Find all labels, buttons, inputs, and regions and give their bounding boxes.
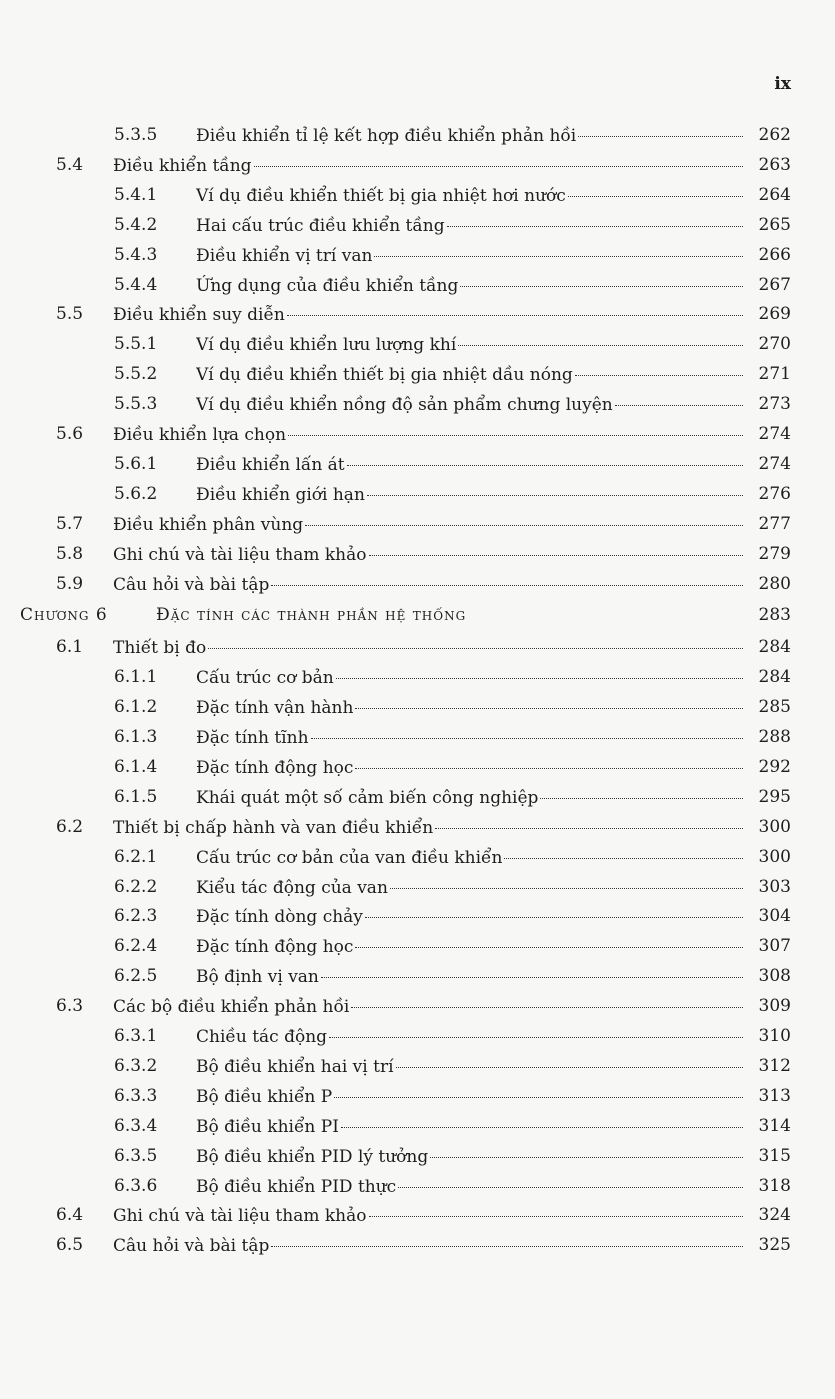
toc-entry-title: Đặc tính tĩnh xyxy=(196,728,309,748)
dot-leader xyxy=(341,1111,743,1128)
toc-entry-title: Đặc tính động học xyxy=(196,757,354,778)
toc-entry-number: 6.1 xyxy=(56,637,84,658)
toc-subsection-entry[interactable] xyxy=(0,872,835,902)
dot-leader xyxy=(287,299,743,316)
toc-subsection-entry[interactable] xyxy=(0,692,835,722)
toc-entry-number: 6.1.2 xyxy=(114,697,158,718)
toc-section-entry[interactable] xyxy=(0,1200,835,1230)
toc-entry-page: 280 xyxy=(758,573,791,594)
toc-entry-page: 295 xyxy=(758,786,791,807)
toc-subsection-entry[interactable] xyxy=(0,120,835,150)
toc-section-entry[interactable] xyxy=(0,539,835,569)
toc-entry-number: 6.5 xyxy=(56,1235,84,1256)
toc-section-entry[interactable] xyxy=(0,150,835,180)
dot-leader xyxy=(271,569,743,586)
toc-chapter-entry[interactable] xyxy=(0,600,835,630)
toc-subsection-entry[interactable] xyxy=(0,180,835,210)
toc-entry-page: 277 xyxy=(758,513,791,534)
toc-subsection-entry[interactable] xyxy=(0,449,835,479)
toc-section-entry[interactable] xyxy=(0,569,835,599)
dot-leader xyxy=(396,1051,743,1068)
dot-leader xyxy=(568,180,743,197)
toc-entry-title: Ứng dụng của điều khiển tầng xyxy=(196,275,459,296)
dot-leader xyxy=(367,479,743,496)
toc-entry-page: 309 xyxy=(758,996,791,1017)
toc-entry-page: 304 xyxy=(758,906,791,927)
toc-entry-title: Đặc tính dòng chảy xyxy=(196,907,363,928)
dot-leader xyxy=(336,662,743,679)
toc-entry-title: Cấu trúc cơ bản của van điều khiển xyxy=(196,847,503,868)
toc-subsection-entry[interactable] xyxy=(0,479,835,509)
toc-entry-number: 6.3.6 xyxy=(114,1175,158,1196)
toc-subsection-entry[interactable] xyxy=(0,1141,835,1171)
toc-entry-number: 5.5.1 xyxy=(114,334,158,355)
toc-entry-title: Bộ điều khiển hai vị trí xyxy=(196,1056,394,1077)
toc-entry-title: Câu hỏi và bài tập xyxy=(113,574,270,595)
page-number: ix xyxy=(774,74,791,94)
dot-leader xyxy=(334,1081,743,1098)
toc-entry-page: 270 xyxy=(758,334,791,355)
toc-entry-title: Bộ định vị van xyxy=(196,967,319,988)
toc-entry-page: 283 xyxy=(758,605,791,626)
toc-entry-title: Bộ điều khiển PI xyxy=(196,1116,339,1137)
toc-section-entry[interactable] xyxy=(0,419,835,449)
toc-entry-page: 325 xyxy=(758,1235,791,1256)
toc-entry-number: 5.9 xyxy=(56,573,84,594)
toc-entry-number: 6.3.5 xyxy=(114,1145,158,1166)
toc-entry-number: 6.1.3 xyxy=(114,727,158,747)
dot-leader xyxy=(355,931,743,948)
toc-entry-number: 6.1.1 xyxy=(114,667,158,688)
dot-leader xyxy=(321,961,743,978)
dot-leader xyxy=(578,120,743,137)
toc-entry-number: 5.5 xyxy=(56,304,84,325)
dot-leader xyxy=(369,539,744,556)
toc-entry-number: 6.2 xyxy=(56,816,84,837)
dot-leader xyxy=(540,782,743,799)
toc-entry-number: 6.1.4 xyxy=(114,756,158,777)
toc-entry-page: 279 xyxy=(758,543,791,564)
dot-leader xyxy=(447,210,743,227)
toc-subsection-entry[interactable] xyxy=(0,931,835,961)
toc-entry-title: Điều khiển lựa chọn xyxy=(113,425,287,445)
toc-entry-title: Đặc tính động học xyxy=(196,937,354,958)
toc-subsection-entry[interactable] xyxy=(0,752,835,782)
toc-entry-number: 5.5.3 xyxy=(114,394,158,415)
toc-entry-title: Đặc tính các thành phần hệ thống xyxy=(156,605,467,626)
toc-entry-number: 6.2.3 xyxy=(114,906,158,927)
toc-entry-page: 276 xyxy=(758,483,791,504)
toc-subsection-entry[interactable] xyxy=(0,1021,835,1051)
toc-entry-title: Điều khiển vị trí van xyxy=(196,245,373,266)
dot-leader xyxy=(504,842,743,859)
toc-entry-number: 5.4.4 xyxy=(114,274,158,295)
toc-entry-title: Các bộ điều khiển phản hồi xyxy=(113,997,350,1018)
dot-leader xyxy=(615,389,743,406)
toc-entry-number: 5.6.2 xyxy=(114,483,158,504)
toc-entry-page: 262 xyxy=(758,125,791,145)
toc-subsection-entry[interactable] xyxy=(0,359,835,389)
dot-leader xyxy=(365,901,743,918)
toc-entry-number: 6.2.2 xyxy=(114,876,158,897)
toc-entry-page: 310 xyxy=(758,1026,791,1046)
toc-entry-title: Kiểu tác động của van xyxy=(196,877,388,898)
dot-leader xyxy=(311,722,743,739)
toc-entry-title: Hai cấu trúc điều khiển tầng xyxy=(196,215,445,236)
toc-entry-page: 271 xyxy=(758,364,791,385)
toc-subsection-entry[interactable] xyxy=(0,210,835,240)
dot-leader xyxy=(398,1171,743,1188)
toc-entry-number: 5.5.2 xyxy=(114,364,158,385)
toc-entry-title: Bộ điều khiển PID thực xyxy=(196,1176,397,1197)
toc-subsection-entry[interactable] xyxy=(0,961,835,991)
dot-leader xyxy=(347,449,743,466)
toc-entry-page: 269 xyxy=(758,304,791,325)
toc-entry-title: Ghi chú và tài liệu tham khảo xyxy=(113,1206,367,1227)
toc-subsection-entry[interactable] xyxy=(0,329,835,359)
toc-entry-number: 5.6.1 xyxy=(114,453,158,474)
toc-entry-page: 267 xyxy=(758,274,791,295)
dot-leader xyxy=(390,872,743,889)
toc-entry-page: 288 xyxy=(758,727,791,747)
toc-entry-page: 300 xyxy=(758,846,791,867)
toc-section-entry[interactable] xyxy=(0,812,835,842)
dot-leader xyxy=(374,240,743,257)
toc-entry-number: 5.8 xyxy=(56,543,84,564)
dot-leader xyxy=(351,991,743,1008)
toc-entry-page: 273 xyxy=(758,394,791,415)
dot-leader xyxy=(575,359,743,376)
toc-subsection-entry[interactable] xyxy=(0,1171,835,1201)
toc-section-entry[interactable] xyxy=(0,509,835,539)
toc-entry-page: 313 xyxy=(758,1085,791,1106)
toc-entry-number: 6.3.3 xyxy=(114,1085,158,1106)
toc-subsection-entry[interactable] xyxy=(0,901,835,931)
dot-leader xyxy=(458,329,743,346)
toc-entry-page: 308 xyxy=(758,966,791,987)
toc-entry-number: 6.3.1 xyxy=(114,1026,158,1046)
toc-entry-page: 314 xyxy=(758,1115,791,1136)
toc-entry-title: Cấu trúc cơ bản xyxy=(196,668,334,689)
toc-entry-page: 264 xyxy=(758,184,791,205)
dot-leader xyxy=(355,692,743,709)
toc-entry-title: Điều khiển lấn át xyxy=(196,454,345,475)
dot-leader xyxy=(271,1230,743,1247)
toc-entry-page: 300 xyxy=(758,816,791,837)
toc-entry-title: Đặc tính vận hành xyxy=(196,698,354,719)
toc-section-entry[interactable] xyxy=(0,632,835,662)
toc-entry-page: 324 xyxy=(758,1205,791,1226)
dot-leader xyxy=(435,812,743,829)
toc-subsection-entry[interactable] xyxy=(0,842,835,872)
toc-entry-title: Bộ điều khiển PID lý tưởng xyxy=(196,1146,429,1167)
toc-entry-number: 6.2.1 xyxy=(114,846,158,867)
toc-entry-number: 5.4.1 xyxy=(114,184,158,205)
dot-leader xyxy=(305,509,743,526)
toc-entry-page: 312 xyxy=(758,1055,791,1076)
toc-subsection-entry[interactable] xyxy=(0,662,835,692)
toc-entry-number: Chương 6 xyxy=(20,605,108,626)
toc-entry-title: Ví dụ điều khiển nồng độ sản phẩm chưng luyện xyxy=(196,395,613,416)
toc-entry-title: Ví dụ điều khiển thiết bị gia nhiệt hơi nước xyxy=(196,185,566,206)
toc-entry-title: Điều khiển suy diễn xyxy=(113,305,285,326)
toc-entry-title: Điều khiển giới hạn xyxy=(196,484,365,505)
toc-subsection-entry[interactable] xyxy=(0,782,835,812)
toc-subsection-entry[interactable] xyxy=(0,1051,835,1081)
toc-entry-title: Ghi chú và tài liệu tham khảo xyxy=(113,544,367,565)
toc-entry-title: Khái quát một số cảm biến công nghiệp xyxy=(196,787,539,808)
toc-entry-page: 285 xyxy=(758,697,791,718)
dot-leader xyxy=(369,1200,744,1217)
dot-leader xyxy=(254,150,743,167)
toc-entry-title: Điều khiển tầng xyxy=(113,155,252,176)
toc-entry-page: 292 xyxy=(758,756,791,777)
dot-leader xyxy=(208,632,743,649)
toc-entry-title: Thiết bị đo xyxy=(113,638,207,659)
toc-entry-page: 284 xyxy=(758,667,791,688)
toc-entry-page: 274 xyxy=(758,424,791,444)
toc-entry-title: Câu hỏi và bài tập xyxy=(113,1236,270,1257)
toc-subsection-entry[interactable] xyxy=(0,270,835,300)
toc-subsection-entry[interactable] xyxy=(0,1081,835,1111)
toc-entry-number: 5.4.3 xyxy=(114,244,158,265)
toc-entry-number: 5.4 xyxy=(56,154,84,175)
toc-entry-title: Chiều tác động xyxy=(196,1027,328,1047)
toc-entry-number: 6.1.5 xyxy=(114,786,158,807)
toc-subsection-entry[interactable] xyxy=(0,240,835,270)
dot-leader xyxy=(430,1141,743,1158)
toc-section-entry[interactable] xyxy=(0,991,835,1021)
toc-subsection-entry[interactable] xyxy=(0,722,835,752)
toc-entry-number: 6.3.2 xyxy=(114,1055,158,1076)
toc-entry-number: 6.3 xyxy=(56,996,84,1017)
toc-entry-number: 6.4 xyxy=(56,1205,84,1226)
toc-entry-title: Bộ điều khiển P xyxy=(196,1086,333,1107)
toc-entry-number: 5.7 xyxy=(56,513,84,534)
toc-entry-number: 5.4.2 xyxy=(114,214,158,235)
toc-section-entry[interactable] xyxy=(0,1230,835,1260)
toc-entry-page: 274 xyxy=(758,453,791,474)
toc-entry-page: 284 xyxy=(758,637,791,658)
toc-entry-title: Thiết bị chấp hành và van điều khiển xyxy=(113,817,434,838)
toc-entry-page: 318 xyxy=(758,1175,791,1196)
toc-entry-title: Điều khiển phân vùng xyxy=(113,514,304,535)
dot-leader xyxy=(355,752,743,769)
toc-entry-number: 6.3.4 xyxy=(114,1115,158,1136)
toc-subsection-entry[interactable] xyxy=(0,1111,835,1141)
toc-entry-page: 263 xyxy=(758,154,791,175)
toc-entry-page: 266 xyxy=(758,244,791,265)
toc-entry-title: Điều khiển tỉ lệ kết hợp điều khiển phản hồi xyxy=(196,126,577,146)
toc-section-entry[interactable] xyxy=(0,299,835,329)
toc-subsection-entry[interactable] xyxy=(0,389,835,419)
toc-entry-page: 303 xyxy=(758,876,791,897)
toc-entry-number: 6.2.4 xyxy=(114,936,158,957)
dot-leader xyxy=(329,1021,743,1038)
toc-entry-number: 5.6 xyxy=(56,424,84,444)
toc-entry-number: 5.3.5 xyxy=(114,125,158,145)
toc-entry-page: 265 xyxy=(758,214,791,235)
dot-leader xyxy=(460,270,743,287)
toc-entry-number: 6.2.5 xyxy=(114,966,158,987)
toc-entry-title: Ví dụ điều khiển thiết bị gia nhiệt dầu nóng xyxy=(196,365,573,386)
toc-entry-title: Ví dụ điều khiển lưu lượng khí xyxy=(196,335,457,356)
toc-entry-page: 315 xyxy=(758,1145,791,1166)
toc-entry-page: 307 xyxy=(758,936,791,957)
dot-leader xyxy=(288,419,743,436)
